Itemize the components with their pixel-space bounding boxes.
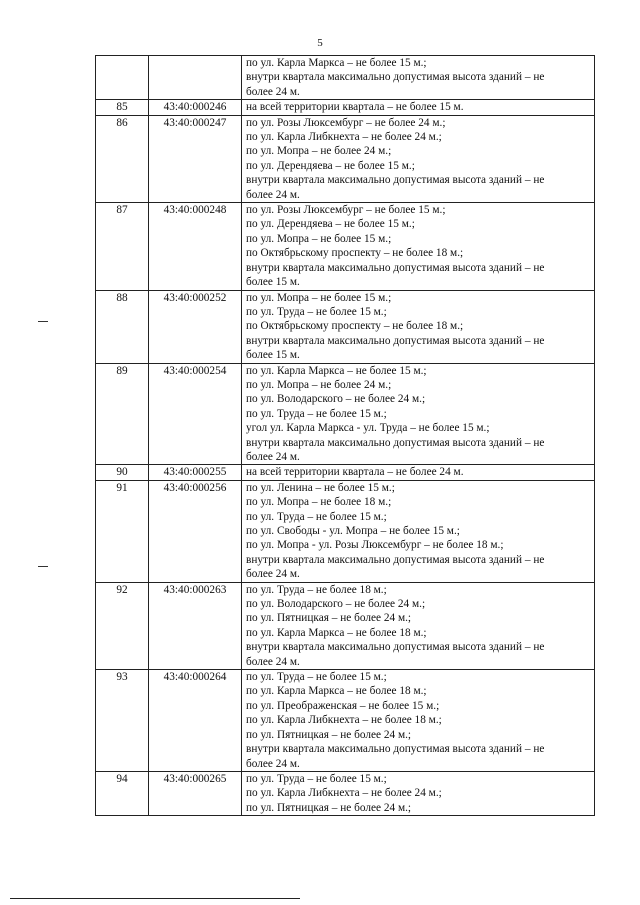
table-row <box>96 363 595 465</box>
row-number: 88 <box>96 290 149 363</box>
table-row <box>96 582 595 669</box>
table-row <box>96 670 595 772</box>
height-limit-line: по ул. Карла Маркса – не более 15 м.; <box>246 364 427 377</box>
row-number: 90 <box>96 465 149 480</box>
height-limit-line: по ул. Пятницкая – не более 24 м.; <box>246 728 412 741</box>
height-limit-line: внутри квартала максимально допустимая высота зданий – не <box>246 641 545 654</box>
height-limit-line: по ул. Труда – не более 15 м.; <box>246 407 387 420</box>
height-limit-line: по ул. Карла Либкнехта – не более 24 м.; <box>246 787 442 800</box>
row-number: 89 <box>96 363 149 465</box>
height-limit-line: по ул. Карла Либкнехта – не более 24 м.; <box>246 131 442 144</box>
table-body <box>96 56 595 816</box>
height-limit-line: более 15 м. <box>246 276 300 289</box>
height-limit-line: внутри квартала максимально допустимая высота зданий – не <box>246 174 545 187</box>
height-limit-line: более 24 м. <box>246 568 300 581</box>
row-number: 92 <box>96 582 149 669</box>
height-limit-line: по ул. Дерендяева – не более 15 м.; <box>246 218 415 231</box>
footer-rule <box>10 898 300 899</box>
height-limit-line: по ул. Труда – не более 15 м.; <box>246 510 387 523</box>
height-limit-line: по ул. Мопра – не более 15 м.; <box>246 232 392 245</box>
height-limit-line: по ул. Володарского – не более 24 м.; <box>246 598 426 611</box>
height-limit-line: по ул. Труда – не более 18 м.; <box>246 583 387 596</box>
height-limit-line: по ул. Карла Маркса – не более 18 м.; <box>246 685 427 698</box>
height-limits-cell <box>242 203 595 290</box>
table-row <box>96 56 595 100</box>
height-limit-line: по ул. Труда – не более 15 м.; <box>246 305 387 318</box>
height-limit-line: по ул. Мопра – не более 15 м.; <box>246 291 392 304</box>
cadastral-number <box>149 56 242 100</box>
height-restrictions-table <box>95 55 595 816</box>
height-limits-cell <box>242 100 595 115</box>
height-limit-line: по Октябрьскому проспекту – не более 18 м.; <box>246 320 464 333</box>
table-row <box>96 480 595 582</box>
height-limit-line: угол ул. Карла Маркса - ул. Труда – не более 15 м.; <box>246 422 490 435</box>
height-limit-line: по ул. Преображенская – не более 15 м.; <box>246 699 440 712</box>
height-limit-line: более 24 м. <box>246 85 300 98</box>
row-number <box>96 56 149 100</box>
table-row <box>96 115 595 202</box>
height-limit-line: на всей территории квартала – не более 15 м. <box>246 101 464 114</box>
height-limit-line: по ул. Ленина – не более 15 м.; <box>246 481 395 494</box>
height-limit-line: по ул. Пятницкая – не более 24 м.; <box>246 612 412 625</box>
height-limits-cell <box>242 290 595 363</box>
height-limit-line: более 24 м. <box>246 450 300 463</box>
height-limit-line: по ул. Карла Маркса – не более 18 м.; <box>246 626 427 639</box>
margin-mark <box>38 321 48 322</box>
cadastral-number: 43:40:000254 <box>149 363 242 465</box>
margin-mark <box>38 566 48 567</box>
height-limits-cell <box>242 670 595 772</box>
height-limit-line: по ул. Володарского – не более 24 м.; <box>246 393 426 406</box>
row-number: 85 <box>96 100 149 115</box>
height-limit-line: внутри квартала максимально допустимая высота зданий – не <box>246 71 545 84</box>
height-limit-line: по ул. Труда – не более 15 м.; <box>246 671 387 684</box>
height-limit-line: по ул. Карла Маркса – не более 15 м.; <box>246 57 427 69</box>
page-number: 5 <box>317 37 323 49</box>
height-limit-line: внутри квартала максимально допустимая высота зданий – не <box>246 743 545 756</box>
height-limit-line: внутри квартала максимально допустимая высота зданий – не <box>246 553 545 566</box>
row-number: 93 <box>96 670 149 772</box>
cadastral-number: 43:40:000248 <box>149 203 242 290</box>
height-limit-line: по ул. Карла Либкнехта – не более 18 м.; <box>246 714 442 727</box>
height-limits-cell <box>242 56 595 100</box>
height-limit-line: по ул. Дерендяева – не более 15 м.; <box>246 159 415 172</box>
table-row <box>96 771 595 815</box>
height-limit-line: по ул. Розы Люксембург – не более 24 м.; <box>246 116 446 129</box>
table-row <box>96 465 595 480</box>
height-limit-line: на всей территории квартала – не более 24 м. <box>246 466 464 479</box>
height-limits-cell <box>242 363 595 465</box>
height-limits-cell <box>242 480 595 582</box>
height-limit-line: более 24 м. <box>246 757 300 770</box>
height-limit-line: по Октябрьскому проспекту – не более 18 м.; <box>246 247 464 260</box>
row-number: 86 <box>96 115 149 202</box>
cadastral-number: 43:40:000256 <box>149 480 242 582</box>
cadastral-number: 43:40:000264 <box>149 670 242 772</box>
table-row <box>96 290 595 363</box>
height-limit-line: по ул. Мопра - ул. Розы Люксембург – не более 18 м.; <box>246 539 504 552</box>
height-limit-line: более 24 м. <box>246 655 300 668</box>
row-number: 91 <box>96 480 149 582</box>
table-row <box>96 203 595 290</box>
cadastral-number: 43:40:000246 <box>149 100 242 115</box>
height-limits-cell <box>242 465 595 480</box>
height-limit-line: по ул. Труда – не более 15 м.; <box>246 772 387 785</box>
height-limit-line: внутри квартала максимально допустимая высота зданий – не <box>246 261 545 274</box>
height-limits-cell <box>242 115 595 202</box>
height-limit-line: более 24 м. <box>246 188 300 201</box>
height-limit-line: по ул. Пятницкая – не более 24 м.; <box>246 801 412 814</box>
row-number: 94 <box>96 771 149 815</box>
height-limit-line: более 15 м. <box>246 349 300 362</box>
cadastral-number: 43:40:000252 <box>149 290 242 363</box>
table-row <box>96 100 595 115</box>
row-number: 87 <box>96 203 149 290</box>
cadastral-number: 43:40:000265 <box>149 771 242 815</box>
height-limit-line: внутри квартала максимально допустимая высота зданий – не <box>246 436 545 449</box>
height-limit-line: по ул. Мопра – не более 24 м.; <box>246 378 392 391</box>
cadastral-number: 43:40:000247 <box>149 115 242 202</box>
cadastral-number: 43:40:000263 <box>149 582 242 669</box>
height-limit-line: по ул. Мопра – не более 24 м.; <box>246 145 392 158</box>
height-limits-cell <box>242 582 595 669</box>
height-limit-line: по ул. Свободы - ул. Мопра – не более 15 м.; <box>246 525 460 537</box>
height-limit-line: по ул. Розы Люксембург – не более 15 м.; <box>246 204 446 217</box>
height-limit-line: по ул. Мопра – не более 18 м.; <box>246 496 392 509</box>
height-limits-cell <box>242 771 595 815</box>
height-limit-line: внутри квартала максимально допустимая высота зданий – не <box>246 334 545 347</box>
cadastral-number: 43:40:000255 <box>149 465 242 480</box>
